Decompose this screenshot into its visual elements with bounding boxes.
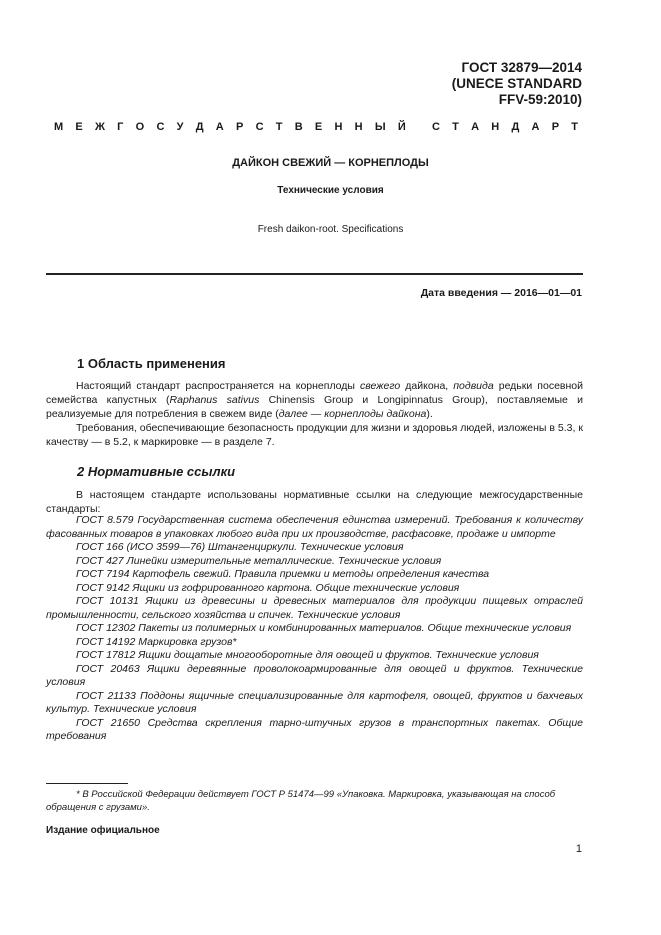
text-run: дайкона, xyxy=(400,380,454,392)
text-run-italic: далее — корнеплоды дайкона xyxy=(278,408,427,420)
reference-item: ГОСТ 12302 Пакеты из полимерных и комбинированных материалов. Общие технические условия xyxy=(76,622,572,634)
text-run: ). xyxy=(426,408,433,420)
reference-item: ГОСТ 21650 Средства скрепления тарно-штучных грузов в транспортных пакетах. Общие требования xyxy=(46,716,583,742)
section-1-heading: 1 Область применения xyxy=(77,356,226,371)
header-divider xyxy=(46,273,583,275)
reference-item: ГОСТ 17812 Ящики дощатые многооборотные для овощей и фруктов. Технические условия xyxy=(76,649,539,661)
banner-letter: С xyxy=(156,121,165,133)
text-run: Chinensis Group и Longipinnatus Group), поставляемые и реализуемые для потребления в свежем виде ( xyxy=(46,394,584,420)
banner-letter: Н xyxy=(491,121,500,133)
banner-letter: Ж xyxy=(94,121,105,133)
document-subtitle: Технические условия xyxy=(277,185,384,196)
banner-letter: Т xyxy=(571,121,578,133)
text-run-italic: подвида xyxy=(453,380,494,392)
text-run-italic: свежего xyxy=(360,380,401,392)
banner-letter: А xyxy=(215,121,224,133)
banner-letter: Р xyxy=(235,121,244,133)
section-2-heading: 2 Нормативные ссылки xyxy=(77,464,236,479)
reference-item: ГОСТ 20463 Ящики деревянные проволокоармированные для овощей и фруктов. Технические условия xyxy=(46,662,583,688)
banner-letter: Е xyxy=(75,121,83,133)
reference-item: ГОСТ 10131 Ящики из древесины и древесных материалов для продукции пищевых отраслей промышленности, сельского хозяйства и спичек. Технические условия xyxy=(46,595,583,621)
text-run: Настоящий стандарт распространяется на корнеплоды xyxy=(76,380,361,392)
reference-item: ГОСТ 427 Линейки измерительные металлические. Технические условия xyxy=(76,554,442,567)
document-title: ДАЙКОН СВЕЖИЙ — КОРНЕПЛОДЫ xyxy=(232,157,429,169)
standard-code-line3: FFV-59:2010) xyxy=(498,92,582,107)
footnote-divider xyxy=(46,783,128,784)
banner-letter: А xyxy=(531,121,540,133)
banner-letter: Т xyxy=(452,121,459,133)
page-number: 1 xyxy=(575,843,582,855)
banner-word-1 xyxy=(54,119,406,135)
banner-letter: М xyxy=(54,121,64,133)
interstate-standard-banner xyxy=(54,119,578,135)
footnote: * В Российской Федерации действует ГОСТ Р 51474—99 «Упаковка. Маркировка, указывающая на способ обращения с грузами». xyxy=(46,789,556,813)
banner-letter: Г xyxy=(117,121,124,133)
banner-letter: У xyxy=(176,121,184,133)
banner-letter: А xyxy=(471,121,480,133)
text-run: редьки посевной семейства капустных ( xyxy=(46,380,583,406)
banner-letter: С xyxy=(432,121,440,133)
banner-letter: Д xyxy=(511,121,520,133)
banner-letter: Н xyxy=(334,121,343,133)
text-run-italic: Raphanus sativus xyxy=(169,394,260,406)
reference-item: ГОСТ 14192 Маркировка грузов* xyxy=(76,635,237,648)
banner-letter: О xyxy=(135,121,145,133)
banner-letter: Р xyxy=(551,121,560,133)
banner-word-2 xyxy=(432,119,578,135)
banner-letter: Ы xyxy=(374,121,386,133)
banner-letter: Т xyxy=(275,121,283,133)
section-1-paragraph-1 xyxy=(46,379,583,421)
reference-item: ГОСТ 7194 Картофель свежий. Правила приемки и методы определения качества xyxy=(76,568,490,580)
english-title: Fresh daikon-root. Specifications xyxy=(257,224,404,235)
reference-item: ГОСТ 21133 Поддоны ящичные специализированные для картофеля, овощей, фруктов и бахчевых культур. Технические условия xyxy=(46,689,583,715)
banner-letter: Н xyxy=(354,121,363,133)
standard-code-line2: (UNECE STANDARD xyxy=(451,76,582,91)
standard-code xyxy=(452,60,582,108)
banner-letter: Д xyxy=(195,121,204,133)
reference-item: ГОСТ 166 (ИСО 3599—76) Штангенциркули. Технические условия xyxy=(76,541,404,553)
section-1-paragraph-2: Требования, обеспечивающие безопасность продукции для жизни и здоровья людей, изложены в 5.3, к качеству — в 5.2, к маркировке — в разделе 7. xyxy=(46,422,583,448)
banner-letter: В xyxy=(294,121,303,133)
banner-letter: Й xyxy=(397,121,406,133)
reference-item: ГОСТ 9142 Ящики из гофрированного картона. Общие технические условия xyxy=(76,581,460,594)
reference-item: ГОСТ 8.579 Государственная система обеспечения единства измерений. Требования к количеству фасованных товаров в упаковках любого вида при их производстве, расфасовке, продаже и импорте xyxy=(46,514,583,540)
standard-code-line1: ГОСТ 32879—2014 xyxy=(461,60,582,75)
introduction-date: Дата введения — 2016—01—01 xyxy=(420,287,582,299)
banner-letter: С xyxy=(255,121,264,133)
section-2-intro: В настоящем стандарте использованы нормативные ссылки на следующие межгосударственные стандарты: xyxy=(46,489,583,515)
official-edition-label: Издание официальное xyxy=(46,825,160,836)
normative-references-list xyxy=(46,514,583,744)
banner-letter: Е xyxy=(314,121,323,133)
